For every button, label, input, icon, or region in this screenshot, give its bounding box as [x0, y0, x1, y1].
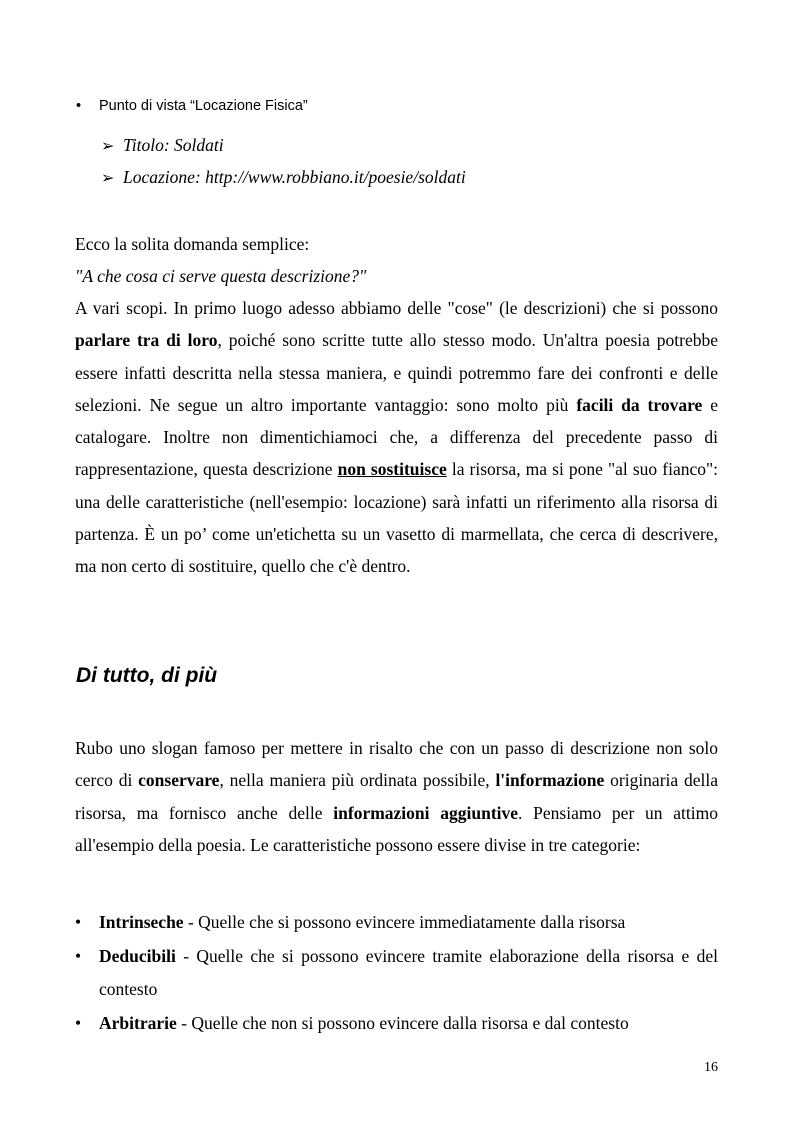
arrow-bullet-icon: ➢ [101, 170, 115, 187]
bold-phrase: facili da trovare [576, 394, 703, 415]
intro-line: Ecco la solita domanda semplice: [75, 234, 310, 254]
viewpoint-sub-items [101, 133, 466, 197]
bold-underlined-phrase: non sostituisce [337, 459, 447, 480]
question-line: "A che cosa ci serve questa descrizione?" [75, 266, 367, 286]
page-number: 16 [704, 1060, 718, 1075]
sub-item-text: Locazione: http://www.robbiano.it/poesie/soldati [123, 167, 466, 187]
intro-block [75, 228, 718, 583]
bullet-marker: • [75, 1012, 82, 1033]
category-description: - Quelle che si possono evincere immediatamente dalla risorsa [183, 912, 626, 932]
sub-item-text: Titolo: Soldati [123, 135, 224, 155]
sub-item-location [101, 165, 466, 197]
bold-phrase: l'informazione [495, 770, 605, 791]
paragraph-description-uses [75, 292, 718, 583]
paragraph-additional-info [75, 732, 718, 861]
paragraph-text: A vari scopi. In primo luogo adesso abbiamo delle "cose" (le descrizioni) che si possono [75, 298, 718, 318]
paragraph-block-2 [75, 732, 718, 861]
bullet-marker: • [75, 946, 82, 966]
categories-list [75, 906, 718, 1041]
paragraph-text: la risorsa, ma si pone "al suo fianco": una delle caratteristiche (nell'esempio: locazione) sarà infatti un riferimento alla risorsa di partenza. È un po’ come un'etichetta su un vasetto di marmellata, che cerca di descrivere, ma non certo di sostituire, quello che c'è dentro. [75, 459, 719, 577]
category-description: - Quelle che si possono evincere tramite elaborazione della risorsa e del contesto [99, 946, 718, 999]
arrow-bullet-icon: ➢ [101, 138, 115, 155]
paragraph-text: originaria della risorsa, ma fornisco anche delle [75, 770, 718, 823]
category-term: Deducibili [99, 946, 176, 966]
paragraph-text: , nella maniera più ordinata possibile, [219, 770, 496, 791]
paragraph-text: e catalogare. Inoltre non dimentichiamoci che, a differenza del precedente passo di rappresentazione, questa descrizione [75, 394, 718, 480]
bold-phrase: conservare [138, 770, 220, 791]
paragraph-text: Rubo uno slogan famoso per mettere in risalto che con un passo di descrizione non solo cerco di [75, 738, 718, 791]
category-term: Intrinseche [99, 912, 184, 932]
section-heading: Di tutto, di più [76, 664, 218, 687]
list-item [75, 940, 718, 1005]
sub-item-title [101, 133, 466, 165]
paragraph-text: , poiché sono scritte tutte allo stesso modo. Un'altra poesia potrebbe essere infatti descritta nella stessa maniera, e quindi potremmo fare dei confronti e delle selezioni. Ne segue un altro importante vantaggio: sono molto più [75, 330, 718, 415]
bullet-marker: • [75, 912, 82, 932]
bold-phrase: parlare tra di loro [75, 330, 218, 351]
list-item [75, 906, 718, 939]
list-item [75, 1007, 718, 1040]
category-term: Arbitrarie [99, 1012, 177, 1033]
viewpoint-bullet [76, 96, 308, 116]
category-description: - Quelle che non si possono evincere dalla risorsa e dal contesto [176, 1012, 629, 1033]
viewpoint-label: Punto di vista “Locazione Fisica” [99, 98, 308, 114]
bullet-marker: • [76, 98, 82, 114]
bold-phrase: informazioni aggiuntive [333, 802, 519, 823]
paragraph-text: . Pensiamo per un attimo all'esempio della poesia. Le caratteristiche possono essere divise in tre categorie: [75, 802, 718, 855]
